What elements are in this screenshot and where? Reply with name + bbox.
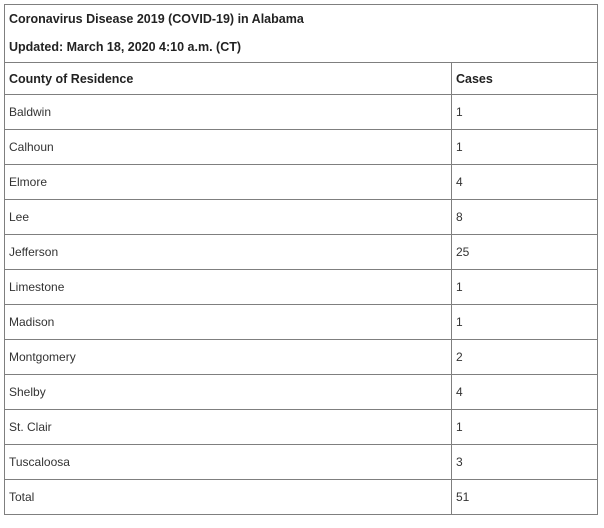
county-cell: Limestone — [5, 270, 452, 305]
table-row — [5, 270, 598, 305]
table-row — [5, 375, 598, 410]
covid-table-container — [4, 4, 597, 515]
table-total-row — [5, 480, 598, 515]
table-row — [5, 200, 598, 235]
covid-cases-table — [4, 4, 598, 515]
county-cell: Elmore — [5, 165, 452, 200]
cases-cell: 4 — [452, 165, 598, 200]
table-row — [5, 95, 598, 130]
county-cell: Jefferson — [5, 235, 452, 270]
updated-timestamp: Updated: March 18, 2020 4:10 a.m. (CT) — [5, 32, 598, 63]
cases-cell: 4 — [452, 375, 598, 410]
county-cell: Lee — [5, 200, 452, 235]
total-cases-cell: 51 — [452, 480, 598, 515]
table-row — [5, 305, 598, 340]
table-row — [5, 340, 598, 375]
county-cell: Baldwin — [5, 95, 452, 130]
county-cell: Shelby — [5, 375, 452, 410]
table-updated-row — [5, 32, 598, 63]
cases-cell: 25 — [452, 235, 598, 270]
table-row — [5, 410, 598, 445]
county-cell: Calhoun — [5, 130, 452, 165]
table-row — [5, 235, 598, 270]
cases-cell: 1 — [452, 270, 598, 305]
cases-cell: 1 — [452, 95, 598, 130]
table-header-row — [5, 63, 598, 95]
column-header-cases: Cases — [452, 63, 598, 95]
total-label-cell: Total — [5, 480, 452, 515]
table-row — [5, 130, 598, 165]
table-title: Coronavirus Disease 2019 (COVID-19) in Alabama — [5, 5, 598, 33]
cases-cell: 1 — [452, 305, 598, 340]
table-row — [5, 445, 598, 480]
county-cell: St. Clair — [5, 410, 452, 445]
table-title-row — [5, 5, 598, 33]
cases-cell: 1 — [452, 130, 598, 165]
county-cell: Montgomery — [5, 340, 452, 375]
cases-cell: 2 — [452, 340, 598, 375]
cases-cell: 3 — [452, 445, 598, 480]
cases-cell: 1 — [452, 410, 598, 445]
county-cell: Tuscaloosa — [5, 445, 452, 480]
county-cell: Madison — [5, 305, 452, 340]
cases-cell: 8 — [452, 200, 598, 235]
column-header-county: County of Residence — [5, 63, 452, 95]
table-row — [5, 165, 598, 200]
